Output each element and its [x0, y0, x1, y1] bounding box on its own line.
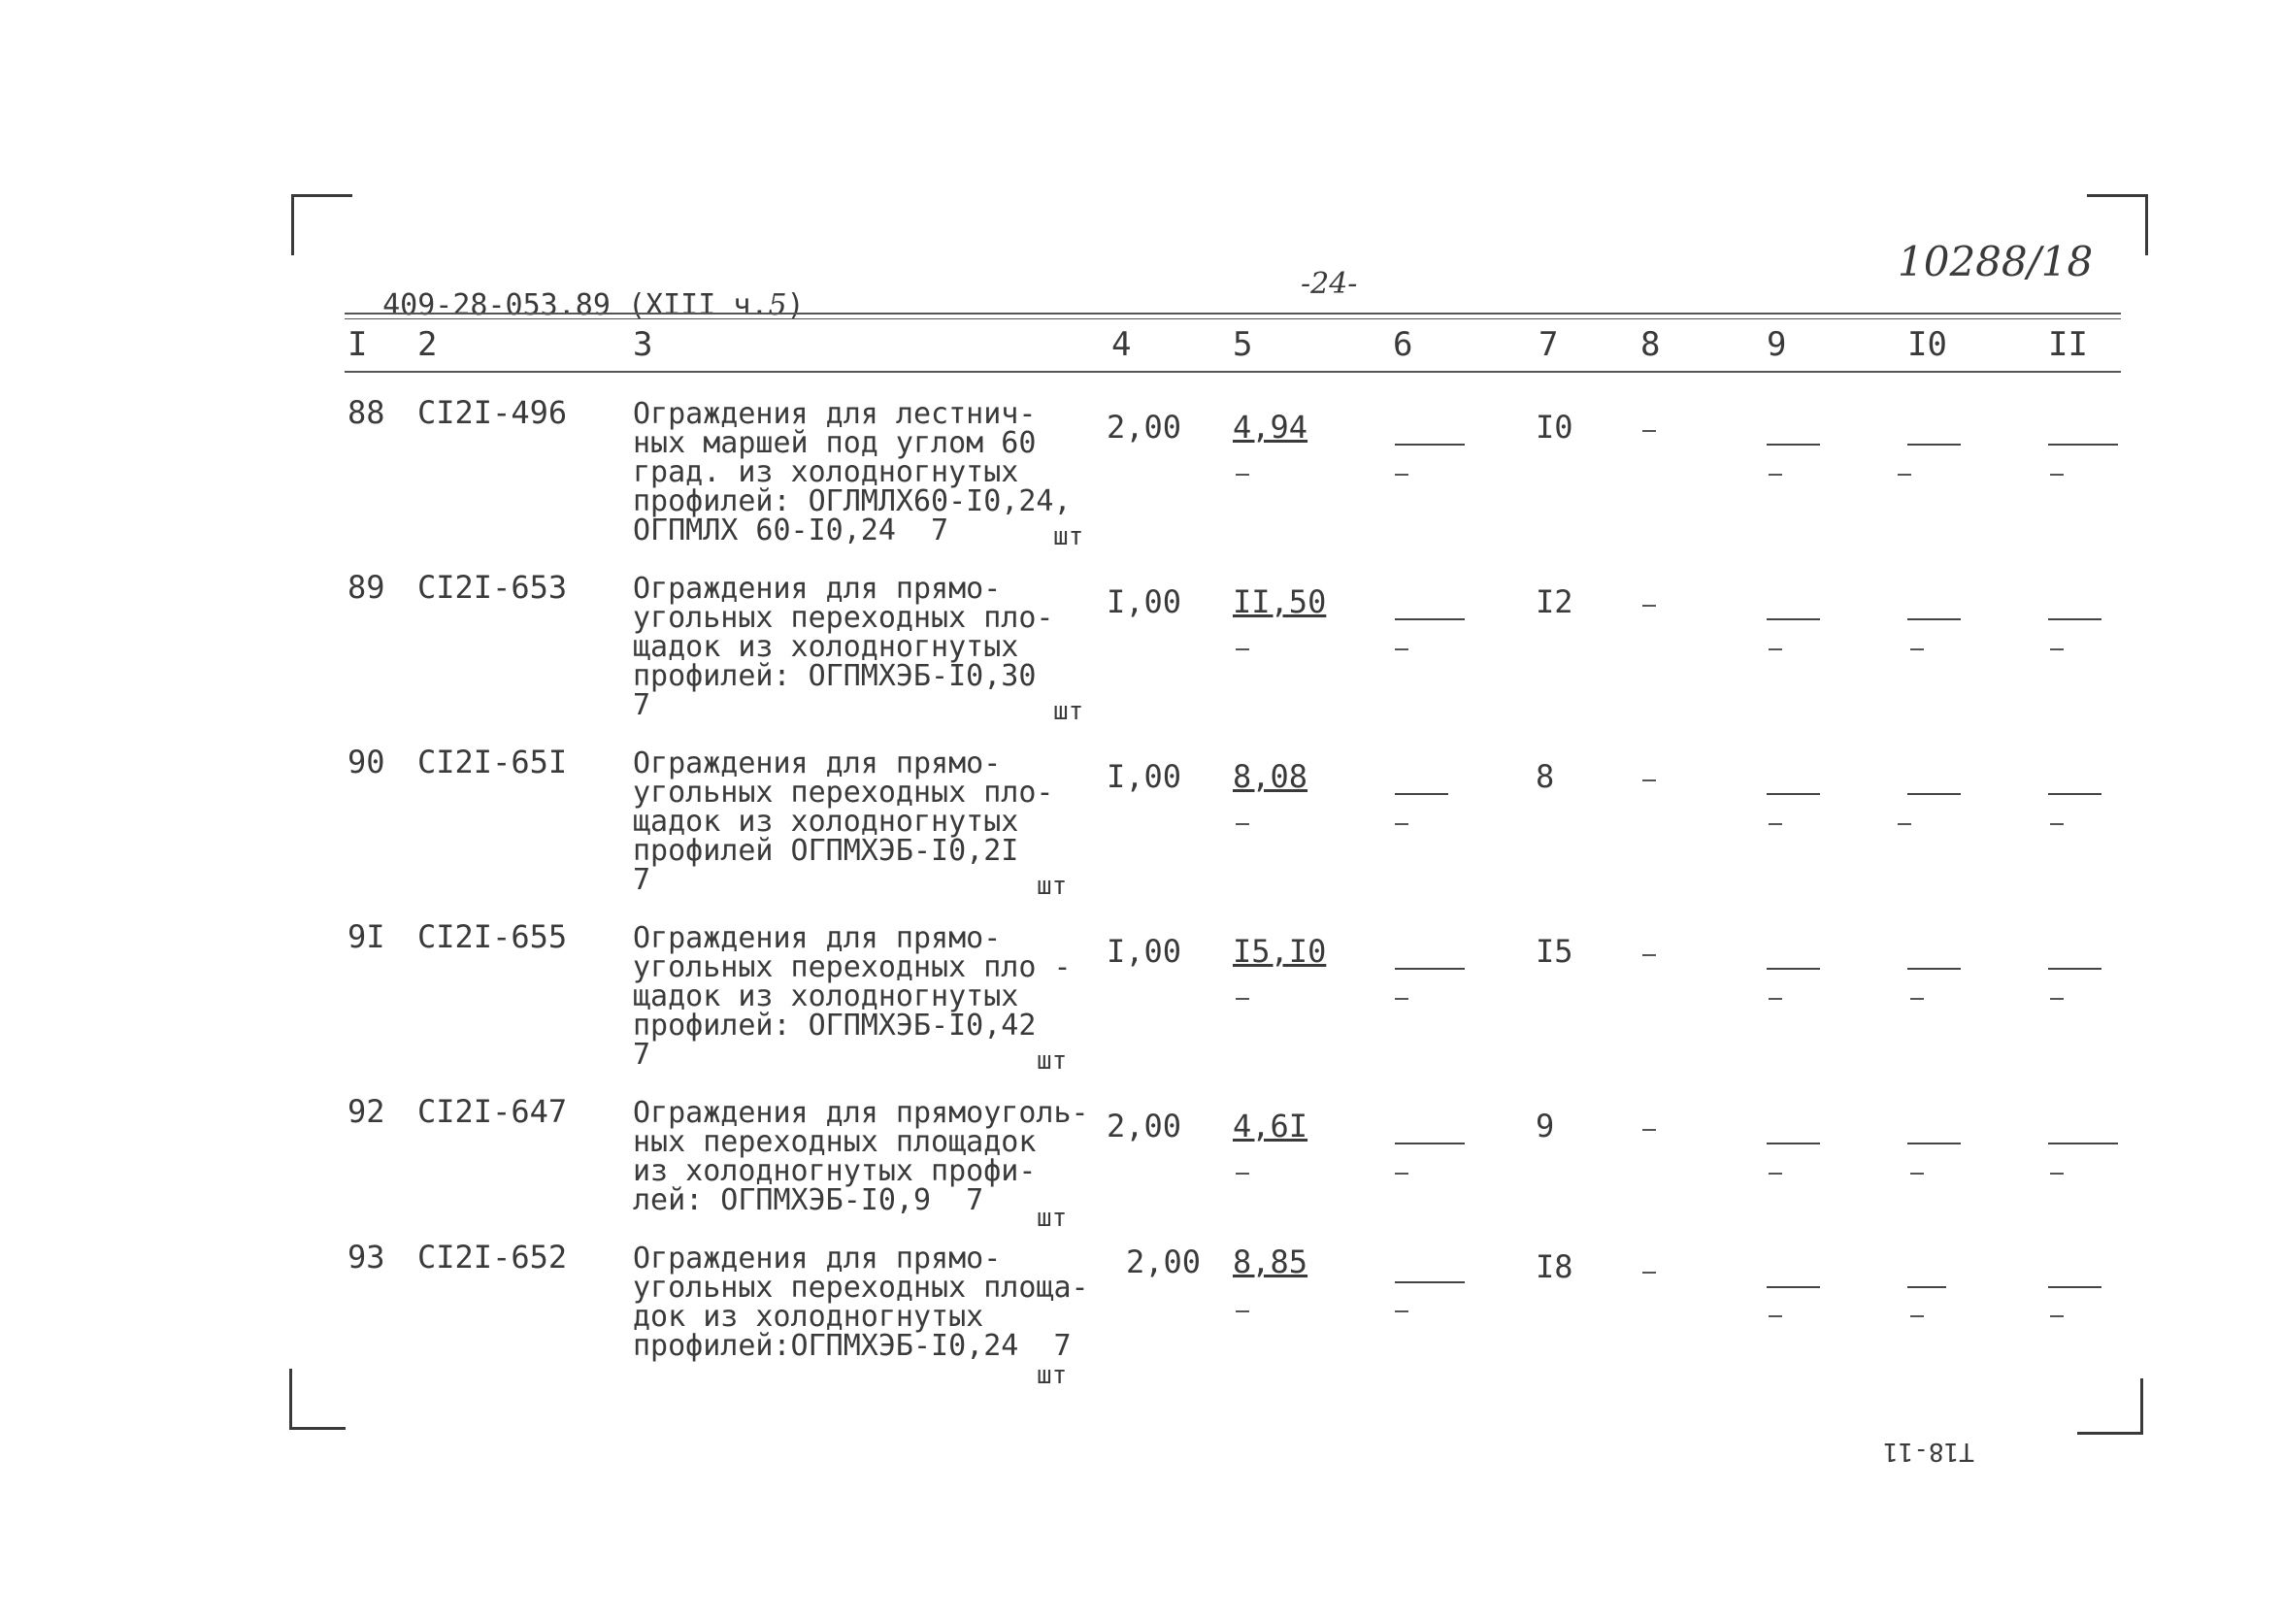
description-line: док из холодногнутых	[633, 1300, 984, 1334]
dash-col6-lower	[1395, 1173, 1408, 1175]
dash-col10	[1907, 618, 1961, 620]
quantity: I,00	[1107, 933, 1182, 970]
value-col7: I8	[1536, 1248, 1573, 1285]
row-number: 93	[347, 1239, 385, 1276]
value-col7: I0	[1536, 409, 1573, 446]
description-line: угольных переходных площа-	[633, 1271, 1089, 1305]
dash-col6-lower	[1395, 823, 1408, 825]
value-col5: 8,08	[1233, 758, 1308, 795]
item-code: CI2I-65I	[417, 744, 568, 780]
dash-col10	[1907, 968, 1961, 970]
description-line: ных переходных площадок	[633, 1125, 1037, 1159]
value-col5: II,50	[1233, 583, 1327, 620]
dash-col5	[1236, 474, 1249, 476]
column-header-10: I0	[1907, 325, 1947, 364]
dash-col9	[1767, 444, 1820, 446]
dash-col9-lower	[1769, 648, 1782, 650]
page-number: -24-	[1301, 267, 1358, 301]
item-code: CI2I-653	[417, 569, 568, 606]
item-code: CI2I-652	[417, 1239, 568, 1276]
table-row	[0, 569, 2283, 747]
description-line: профилей: ОГПМХЭБ-I0,30	[633, 659, 1037, 693]
description-line: ных маршей под углом 60	[633, 426, 1037, 460]
dash-col9	[1767, 968, 1820, 970]
dash-col6-lower	[1395, 474, 1408, 476]
dash-col6-lower	[1395, 998, 1408, 1000]
quantity: I,00	[1107, 758, 1182, 795]
dash-col10-lower	[1910, 648, 1924, 650]
dash-col11	[2048, 1143, 2118, 1144]
unit-label: шт	[1037, 1361, 1068, 1390]
description-line: из холодногнутых профи-	[633, 1154, 1037, 1188]
dash-col11-lower	[2050, 1173, 2064, 1175]
item-code: CI2I-655	[417, 918, 568, 955]
dash-col8	[1642, 779, 1656, 781]
dash-col9	[1767, 1286, 1820, 1288]
column-header-4: 4	[1111, 325, 1132, 364]
description-line: ОГПМЛХ 60-I0,24 7	[633, 514, 949, 547]
item-description	[633, 1244, 1099, 1361]
description-line: Ограждения для прямоуголь-	[633, 1096, 1089, 1130]
frame-corner-top-right	[2087, 194, 2148, 255]
dash-col6	[1395, 968, 1465, 970]
description-line: угольных переходных пло-	[633, 601, 1054, 635]
dash-col11-lower	[2050, 1315, 2064, 1317]
value-col7: 9	[1536, 1108, 1555, 1144]
description-line: профилей:ОГПМХЭБ-I0,24 7	[633, 1329, 1072, 1363]
unit-label: шт	[1037, 872, 1068, 901]
description-line: Ограждения для прямо-	[633, 1242, 1002, 1276]
item-description	[633, 921, 1099, 1072]
description-line: 7	[633, 863, 651, 897]
dash-col10-lower	[1910, 1315, 1924, 1317]
dash-col5	[1236, 1173, 1249, 1175]
dash-col11	[2048, 1286, 2101, 1288]
dash-col6	[1395, 444, 1465, 446]
dash-col5	[1236, 648, 1249, 650]
unit-label: шт	[1037, 1046, 1068, 1076]
dash-col9	[1767, 793, 1820, 795]
dash-col11-lower	[2050, 474, 2064, 476]
quantity: 2,00	[1107, 1108, 1182, 1144]
value-col7: I5	[1536, 933, 1573, 970]
quantity: 2,00	[1126, 1243, 1202, 1280]
description-line: профилей: ОГПМХЭБ-I0,42	[633, 1009, 1037, 1043]
description-line: щадок из холодногнутых	[633, 630, 1019, 664]
dash-col9	[1767, 618, 1820, 620]
dash-col10-lower	[1910, 1173, 1924, 1175]
description-line: профилей ОГПМХЭБ-I0,2I	[633, 834, 1019, 868]
unit-label: шт	[1053, 522, 1084, 551]
column-header-9: 9	[1767, 325, 1787, 364]
table-row	[0, 394, 2283, 573]
dash-col6-lower	[1395, 1310, 1408, 1312]
value-col7: I2	[1536, 583, 1573, 620]
header-rule-mid	[345, 318, 2121, 319]
dash-col6-lower	[1395, 648, 1408, 650]
dash-col6	[1395, 793, 1448, 795]
item-description	[633, 746, 1099, 897]
sheet-number: 10288/18	[1898, 238, 2094, 285]
column-header-8: 8	[1640, 325, 1661, 364]
dash-col9-lower	[1769, 474, 1782, 476]
description-line: град. из холодногнутых	[633, 455, 1019, 489]
quantity: I,00	[1107, 583, 1182, 620]
dash-col11	[2048, 444, 2118, 446]
dash-col10	[1907, 793, 1961, 795]
table-row	[0, 1239, 2283, 1417]
row-number: 9I	[347, 918, 385, 955]
description-line: лей: ОГПМХЭБ-I0,9 7	[633, 1183, 984, 1217]
column-header-5: 5	[1233, 325, 1253, 364]
unit-label: шт	[1037, 1204, 1068, 1233]
dash-col5	[1236, 1310, 1249, 1312]
dash-col8	[1642, 1272, 1656, 1274]
description-line: щадок из холодногнутых	[633, 805, 1019, 839]
dash-col9-lower	[1769, 823, 1782, 825]
description-line: Ограждения для прямо-	[633, 746, 1002, 780]
dash-col10	[1907, 444, 1961, 446]
dash-col11	[2048, 793, 2101, 795]
dash-col11-lower	[2050, 823, 2064, 825]
dash-col5	[1236, 823, 1249, 825]
column-header-2: 2	[417, 325, 438, 364]
description-line: 7	[633, 688, 651, 722]
dash-col10	[1907, 1143, 1961, 1144]
column-header-1: I	[347, 325, 368, 364]
document-code-main: 409-28-053.89 (XIII ч.	[382, 288, 769, 322]
dash-col11-lower	[2050, 998, 2064, 1000]
dash-col9-lower	[1769, 1173, 1782, 1175]
dash-col11-lower	[2050, 648, 2064, 650]
dash-col9-lower	[1769, 998, 1782, 1000]
dash-col5	[1236, 998, 1249, 1000]
description-line: профилей: ОГЛМЛХ60-I0,24,	[633, 484, 1072, 518]
dash-col9	[1767, 1143, 1820, 1144]
item-code: CI2I-647	[417, 1093, 568, 1130]
row-number: 89	[347, 569, 385, 606]
dash-col8	[1642, 1129, 1656, 1131]
column-header-3: 3	[633, 325, 653, 364]
dash-col8	[1642, 430, 1656, 432]
dash-col10	[1907, 1286, 1946, 1288]
frame-corner-top-left	[291, 194, 352, 255]
table-row	[0, 744, 2283, 922]
dash-col6	[1395, 1143, 1465, 1144]
document-code-close: )	[786, 288, 805, 322]
dash-col10-lower	[1910, 998, 1924, 1000]
quantity: 2,00	[1107, 409, 1182, 446]
dash-col10-lower	[1898, 823, 1911, 825]
unit-label: шт	[1053, 697, 1084, 726]
row-number: 92	[347, 1093, 385, 1130]
item-description	[633, 1096, 1099, 1217]
column-header-11: II	[2048, 325, 2088, 364]
description-line: щадок из холодногнутых	[633, 979, 1019, 1013]
item-code: CI2I-496	[417, 394, 568, 431]
row-number: 88	[347, 394, 385, 431]
dash-col10-lower	[1898, 474, 1911, 476]
description-line: Ограждения для прямо-	[633, 921, 1002, 955]
value-col5: 4,94	[1233, 409, 1308, 446]
description-line: Ограждения для прямо-	[633, 572, 1002, 606]
dash-col9-lower	[1769, 1315, 1782, 1317]
column-header-7: 7	[1539, 325, 1559, 364]
document-part: 5	[768, 288, 787, 322]
header-rule-bottom	[345, 371, 2121, 373]
column-header-6: 6	[1393, 325, 1413, 364]
table-row	[0, 918, 2283, 1097]
item-description	[633, 572, 1099, 722]
value-col5: 4,6I	[1233, 1108, 1308, 1144]
value-col5: I5,I0	[1233, 933, 1327, 970]
description-line: угольных переходных пло-	[633, 776, 1054, 810]
dash-col6	[1395, 618, 1465, 620]
description-line: Ограждения для лестнич-	[633, 397, 1037, 431]
value-col5: 8,85	[1233, 1243, 1308, 1280]
dash-col8	[1642, 605, 1656, 607]
description-line: 7	[633, 1038, 651, 1072]
dash-col11	[2048, 968, 2101, 970]
value-col7: 8	[1536, 758, 1555, 795]
item-description	[633, 397, 1099, 547]
dash-col6	[1395, 1281, 1465, 1283]
description-line: угольных переходных пло -	[633, 950, 1072, 984]
header-rule-top	[345, 313, 2121, 315]
dash-col11	[2048, 618, 2101, 620]
row-number: 90	[347, 744, 385, 780]
footer-code: Т18-11	[1883, 1437, 1974, 1466]
dash-col8	[1642, 954, 1656, 956]
